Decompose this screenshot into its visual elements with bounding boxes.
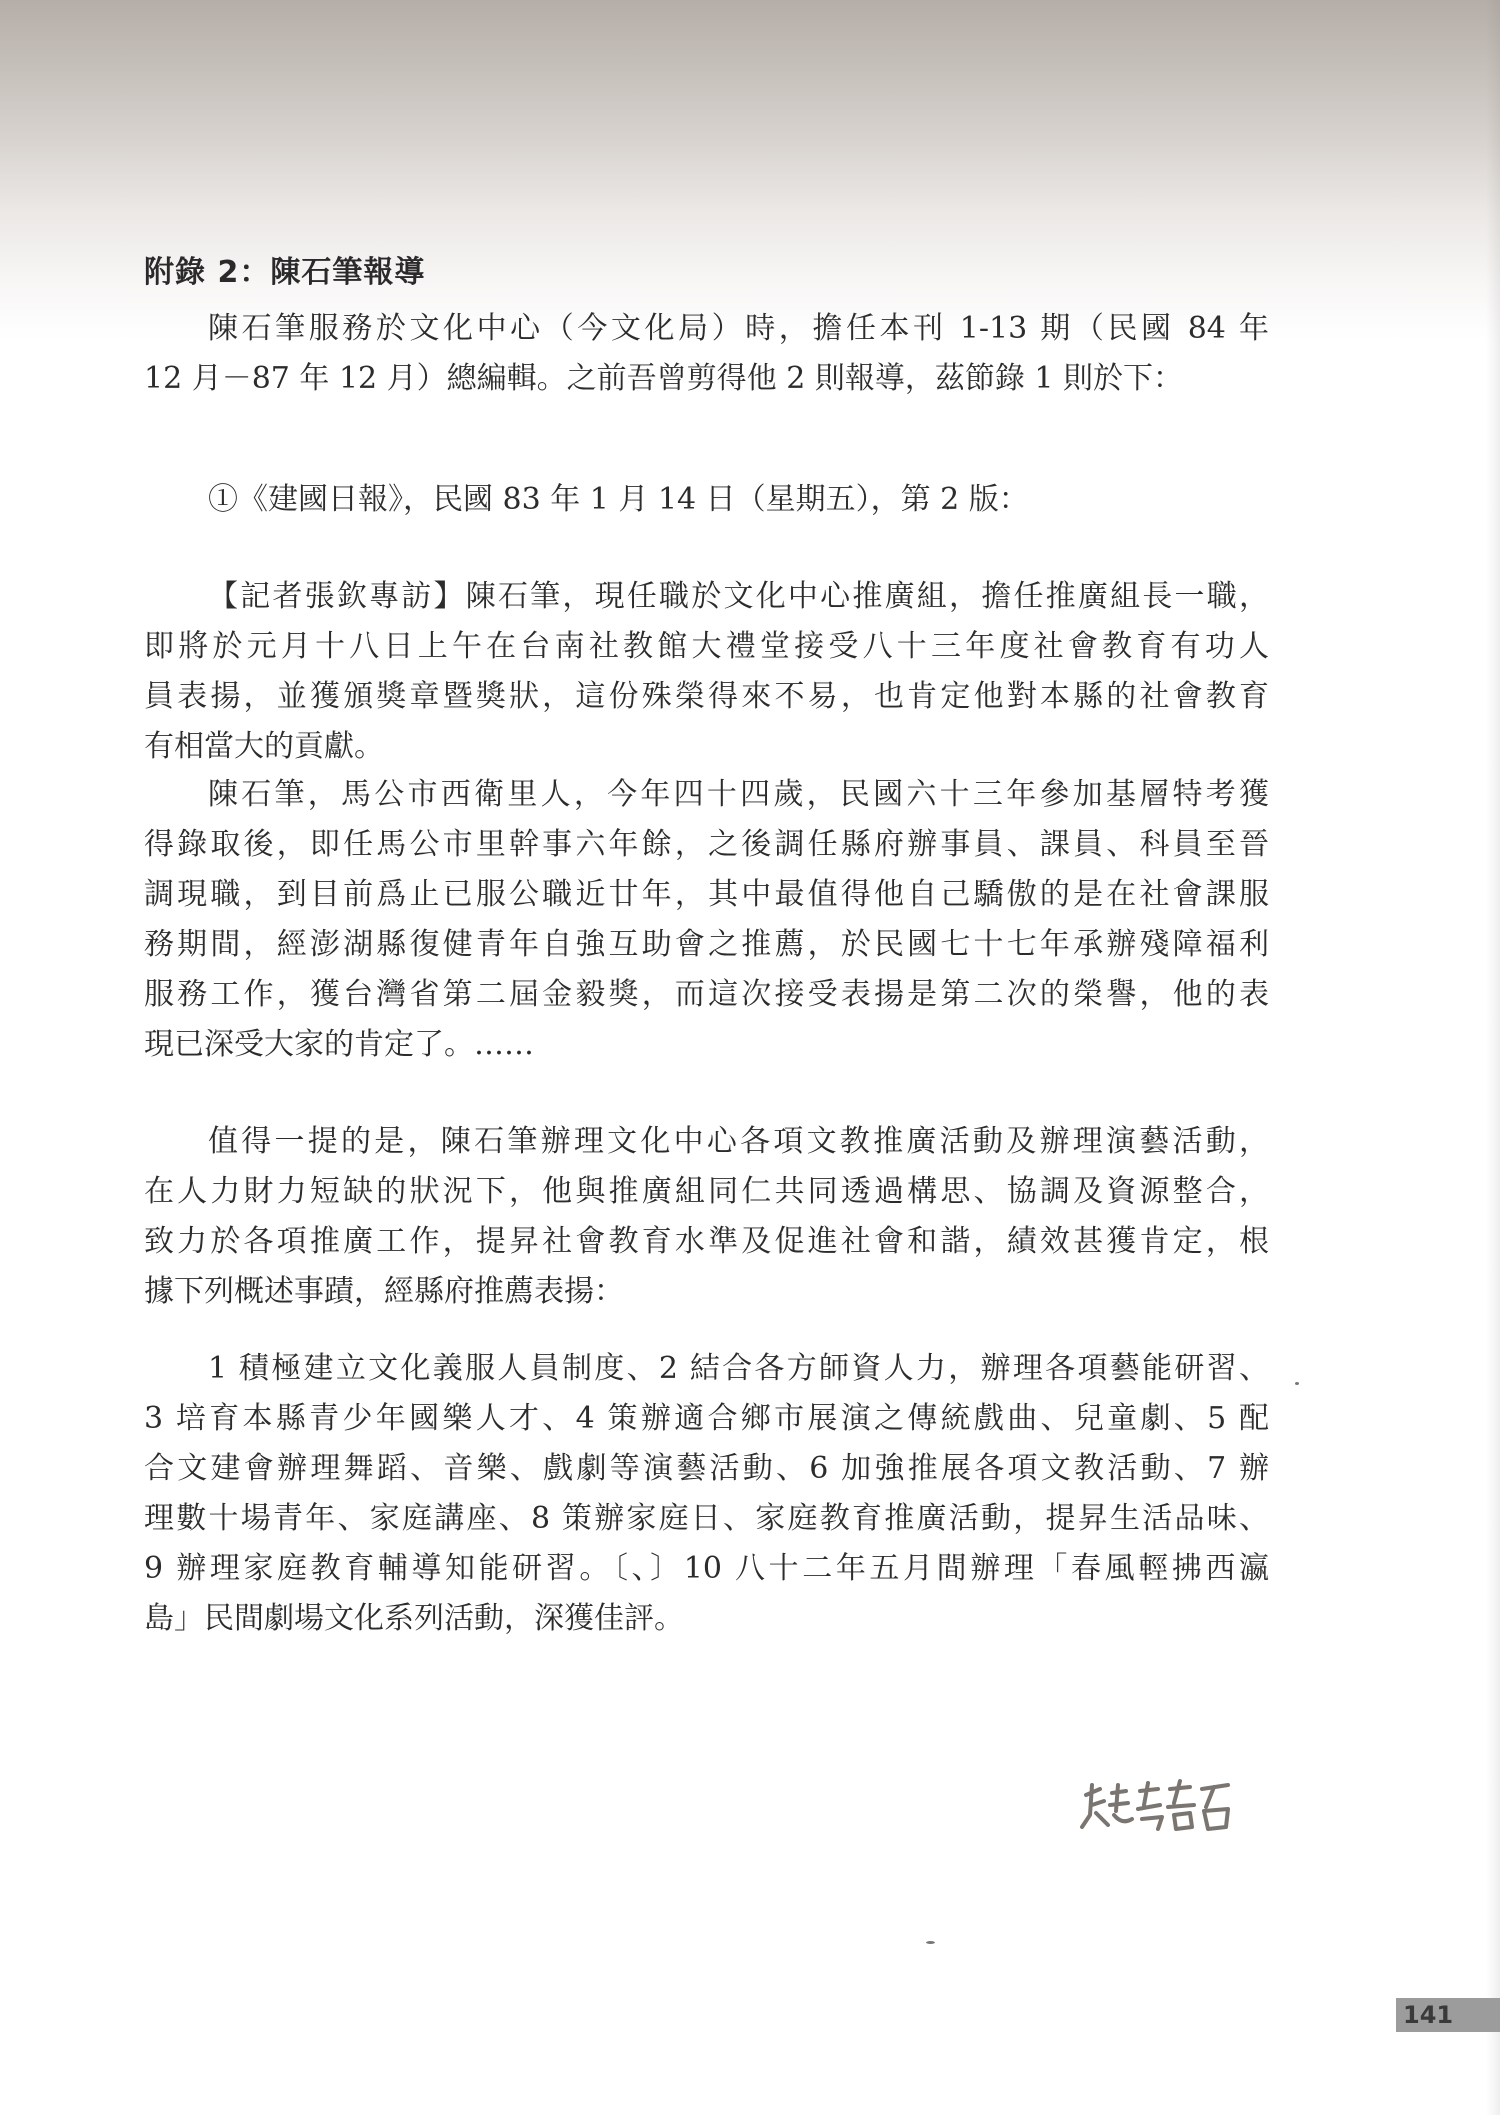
scan-speck: [1295, 1382, 1299, 1385]
handwritten-signature: [1078, 1775, 1238, 1835]
para2-line: 現已深受大家的肯定了。……: [144, 1027, 534, 1062]
para4-line: 3 培育本縣青少年國樂人才、4 策辦適合鄉市展演之傳統戲曲、兒童劇、5 配: [144, 1401, 1269, 1436]
para2-line: 陳石筆，馬公市西衛里人，今年四十四歲，民國六十三年參加基層特考獲: [208, 777, 1269, 812]
article-paragraph-4: [144, 1344, 1269, 1644]
para4-line: 9 辦理家庭教育輔導知能研習。〔、〕10 八十二年五月間辦理「春風輕拂西瀛: [144, 1551, 1269, 1586]
para3-line: 致力於各項推廣工作，提昇社會教育水準及促進社會和諧，績效甚獲肯定，根: [144, 1224, 1269, 1259]
page-number: 141: [1403, 2001, 1454, 2029]
intro-line: 陳石筆服務於文化中心（今文化局）時，擔任本刊 1-13 期（民國 84 年: [208, 311, 1269, 346]
para3-line: 值得一提的是，陳石筆辦理文化中心各項文教推廣活動及辦理演藝活動，: [208, 1124, 1269, 1159]
para1-line: 員表揚，並獲頒獎章暨獎狀，這份殊榮得來不易，也肯定他對本縣的社會教育: [144, 679, 1269, 714]
scan-edge-shadow: [1486, 0, 1500, 2115]
para2-line: 調現職，到目前爲止已服公職近廿年，其中最值得他自己驕傲的是在社會課服: [144, 877, 1269, 912]
article-paragraph-1: [144, 572, 1269, 772]
para2-line: 得錄取後，即任馬公市里幹事六年餘，之後調任縣府辦事員、課員、科員至晉: [144, 827, 1269, 862]
para3-line: 據下列概述事蹟，經縣府推薦表揚：: [144, 1274, 624, 1309]
para4-line: 理數十場青年、家庭講座、8 策辦家庭日、家庭教育推廣活動，提昇生活品味、: [144, 1501, 1269, 1536]
appendix-heading: 附錄 2：陳石筆報導: [144, 255, 426, 290]
para4-line: 合文建會辦理舞蹈、音樂、戲劇等演藝活動、6 加強推展各項文教活動、7 辦: [144, 1451, 1269, 1486]
para2-line: 務期間，經澎湖縣復健青年自強互助會之推薦，於民國七十七年承辦殘障福利: [144, 927, 1269, 962]
para2-line: 服務工作，獲台灣省第二屆金毅獎，而這次接受表揚是第二次的榮譽，他的表: [144, 977, 1269, 1012]
intro-paragraph: [144, 304, 1269, 404]
para4-line: 1 積極建立文化義服人員制度、2 結合各方師資人力，辦理各項藝能研習、: [208, 1351, 1269, 1386]
source-line: ①《建國日報》，民國 83 年 1 月 14 日（星期五），第 2 版：: [208, 482, 1029, 517]
para1-line: 即將於元月十八日上午在台南社教館大禮堂接受八十三年度社會教育有功人: [144, 629, 1269, 664]
scan-speck: [926, 1941, 935, 1944]
para4-line: 島」民間劇場文化系列活動，深獲佳評。: [144, 1601, 684, 1636]
article-paragraph-3: [144, 1117, 1269, 1317]
para1-line: 【記者張欽專訪】陳石筆，現任職於文化中心推廣組，擔任推廣組長一職，: [208, 579, 1269, 614]
article-paragraph-2: [144, 770, 1269, 1070]
para1-line: 有相當大的貢獻。: [144, 729, 384, 764]
source-citation: [144, 475, 1269, 525]
para3-line: 在人力財力短缺的狀況下，他與推廣組同仁共同透過構思、協調及資源整合，: [144, 1174, 1269, 1209]
intro-line: 12 月－87 年 12 月）總編輯。之前吾曾剪得他 2 則報導，茲節錄 1 則於下：: [144, 361, 1183, 396]
